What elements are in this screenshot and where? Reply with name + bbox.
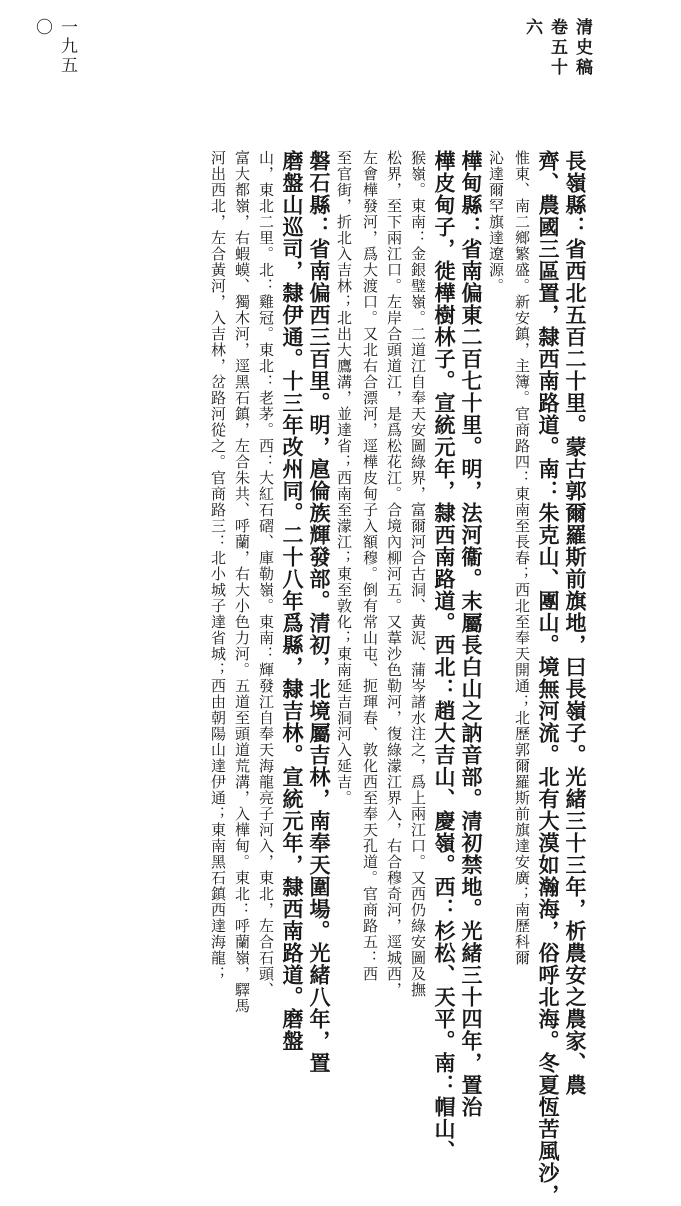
text-column: 樺皮甸子，徙樺樹林子。宣統元年，隸西南路道。西北：趙大吉山、慶嶺。西：杉松、天平。南：帽山、 — [432, 150, 457, 1162]
text-column: 松界，至下兩江口。左岸合頭道江，是爲松花江。合境內柳河五。又葦沙色勒河，復綠濛江界入，右合穆奇河，逕城西， — [385, 150, 403, 998]
text-column: 富大都嶺，右蝦蟆、獨木河，逕黑石鎮，左合朱共、呼蘭，右大小色力河。五道至頭道荒溝，入樺甸。東北：呼蘭嶺，驛馬 — [233, 150, 251, 1014]
text-column: 左會樺發河，爲大渡口。又北右合漂河，逕樺皮甸子入額穆。倒有常山屯、扼琿春、敦化西至奉天孔道。官商路五：西 — [361, 150, 379, 982]
text-column: 磨盤山巡司，隸伊通。十三年改州同。二十八年爲縣，隸吉林。宣統元年，隸西南路道。磨盤 — [280, 150, 305, 1052]
text-column: 磐石縣：省南偏西三百里。明，扈倫族輝發部。清初，北境屬吉林，南奉天圍場。光緒八年，置 — [307, 150, 332, 1074]
text-column: 齊、農國三區置，隸西南路道。南：朱克山、團山。境無河流。北有大漠如瀚海，俗呼北海。冬夏恆苦風沙， — [536, 150, 561, 1206]
text-column: 猴嶺。東南：金銀璧嶺。二道江自奉天安圖綠界，富爾河合古洞、黃泥、蒲岑諸水注之，爲上兩江口。又西仍綠安圖及撫 — [409, 150, 427, 998]
vertical-text-block — [86, 150, 588, 1206]
text-column: 惟東、南二鄉繁盛。新安鎮，主簿。官商路四：東南至長春；西北至奉天開通；北歷郭爾羅斯前旗達安廣；南歷科爾 — [513, 150, 531, 966]
text-column: 樺甸縣：省南偏東二百七十里。明，法河衞。末屬長白山之訥音部。清初禁地。光緒三十四年，置治 — [459, 150, 484, 1118]
page-number: 一九五〇 — [32, 18, 77, 75]
text-column: 至官街，折北入吉林；北出大鷹溝，並達省；西南至濛江；東至敦化；東南延吉洞河入延吉。 — [335, 150, 353, 806]
text-column: 長嶺縣：省西北五百二十里。蒙古郭爾羅斯前旗地，曰長嶺子。光緒三十三年，析農安之農家、農 — [563, 150, 588, 1096]
text-column: 山，東北二里。北：雞冠。東北：老茅。西：大紅石磖、庫勒嶺。東南：輝發江自奉天海龍亮子河入，東北，左合石頭、 — [257, 150, 275, 998]
running-title: 清史稿卷五十六 — [522, 18, 592, 78]
page-header — [0, 18, 681, 78]
text-column: 河出西北，左合黃河，入吉林，岔路河從之。官商路三：北小城子達省城；西由朝陽山達伊通；東南黑石鎮西達海龍； — [209, 150, 227, 982]
text-column: 沁達爾罕旗達遼源。 — [487, 150, 505, 294]
